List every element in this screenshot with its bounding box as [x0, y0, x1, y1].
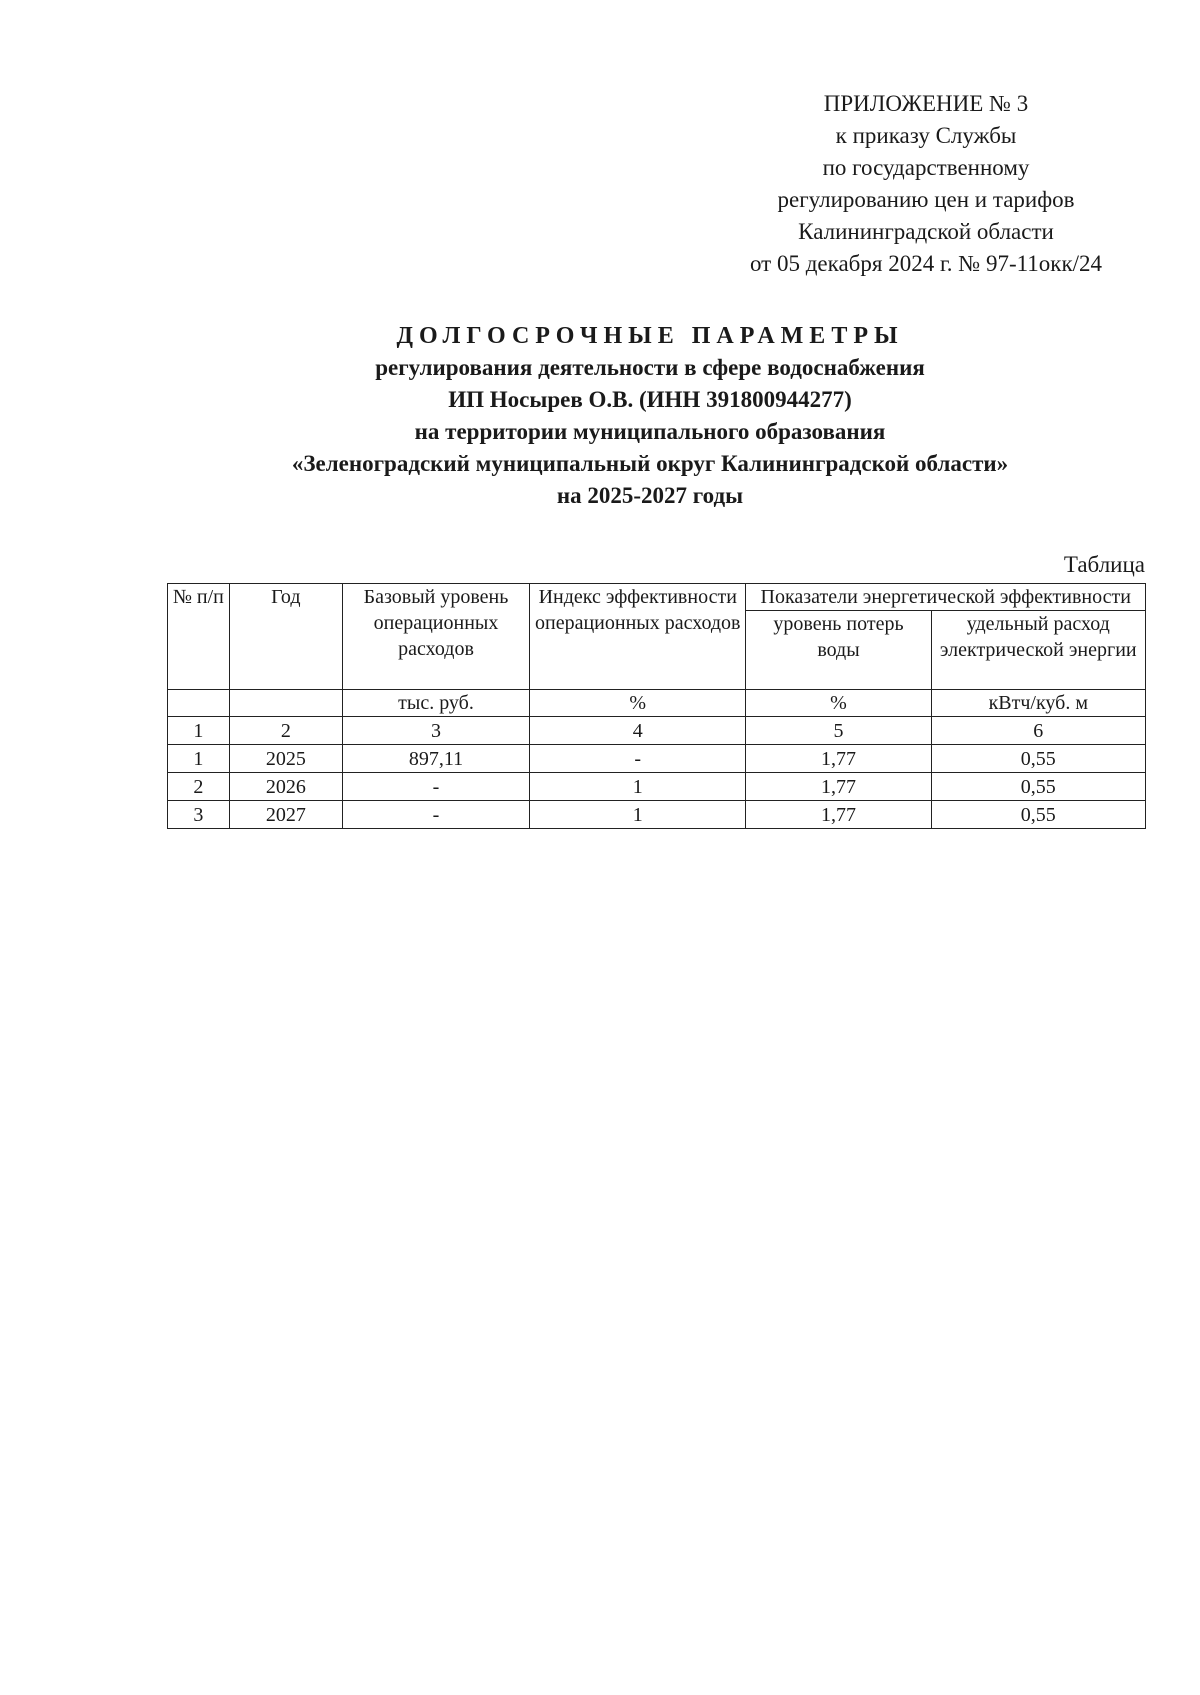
title-line: на 2025-2027 годы: [556, 483, 744, 508]
title-line: «Зеленоградский муниципальный округ Калининградской области»: [291, 451, 1009, 476]
table-row: [168, 773, 1146, 801]
table-caption: Таблица: [1063, 552, 1145, 577]
appendix-line: Калининградской области: [798, 219, 1054, 244]
header-efficiency-index: Индекс эффективности операционных расходов: [530, 584, 746, 690]
unit-cell: [168, 690, 230, 717]
unit-cell: [229, 690, 342, 717]
column-numbers-row: [168, 717, 1146, 745]
header-energy-group: Показатели энергетической эффективности: [746, 584, 1146, 611]
column-number: 5: [746, 717, 931, 745]
cell-year: 2027: [229, 801, 342, 829]
unit-efficiency-index: %: [530, 690, 746, 717]
cell-base-level: -: [342, 773, 529, 801]
appendix-line: ПРИЛОЖЕНИЕ № 3: [823, 91, 1029, 116]
cell-year: 2025: [229, 745, 342, 773]
cell-efficiency-index: -: [530, 745, 746, 773]
cell-electricity: 0,55: [931, 801, 1145, 829]
title-line: регулирования деятельности в сфере водоснабжения: [375, 355, 925, 380]
appendix-line: к приказу Службы: [835, 123, 1017, 148]
header-row: [168, 584, 1146, 611]
cell-base-level: -: [342, 801, 529, 829]
column-number: 3: [342, 717, 529, 745]
column-number: 4: [530, 717, 746, 745]
appendix-line: регулированию цен и тарифов: [777, 187, 1075, 212]
title-line: на территории муниципального образования: [414, 419, 886, 444]
cell-electricity: 0,55: [931, 773, 1145, 801]
cell-efficiency-index: 1: [530, 801, 746, 829]
appendix-block: [696, 88, 1156, 280]
cell-water-loss: 1,77: [746, 773, 931, 801]
header-water-loss: уровень потерь воды: [746, 611, 931, 690]
unit-base-level: тыс. руб.: [342, 690, 529, 717]
table-row: [168, 801, 1146, 829]
unit-electricity: кВтч/куб. м: [931, 690, 1145, 717]
cell-water-loss: 1,77: [746, 801, 931, 829]
column-number: 1: [168, 717, 230, 745]
cell-num: 3: [168, 801, 230, 829]
cell-water-loss: 1,77: [746, 745, 931, 773]
unit-water-loss: %: [746, 690, 931, 717]
header-year: Год: [229, 584, 342, 690]
column-number: 2: [229, 717, 342, 745]
header-num: № п/п: [168, 584, 230, 690]
cell-efficiency-index: 1: [530, 773, 746, 801]
parameters-table: [167, 583, 1146, 829]
header-electricity: удельный расход электрической энергии: [931, 611, 1145, 690]
units-row: [168, 690, 1146, 717]
table-row: [168, 745, 1146, 773]
title-line: ИП Носырев О.В. (ИНН 391800944277): [448, 387, 852, 412]
appendix-line: от 05 декабря 2024 г. № 97-11окк/24: [749, 251, 1103, 276]
column-number: 6: [931, 717, 1145, 745]
document-title: [150, 320, 1150, 512]
cell-year: 2026: [229, 773, 342, 801]
cell-num: 1: [168, 745, 230, 773]
cell-num: 2: [168, 773, 230, 801]
cell-electricity: 0,55: [931, 745, 1145, 773]
appendix-line: по государственному: [822, 155, 1030, 180]
cell-base-level: 897,11: [342, 745, 529, 773]
title-main: ДОЛГОСРОЧНЫЕ ПАРАМЕТРЫ: [396, 323, 904, 349]
header-base-level: Базовый уровень операционных расходов: [342, 584, 529, 690]
